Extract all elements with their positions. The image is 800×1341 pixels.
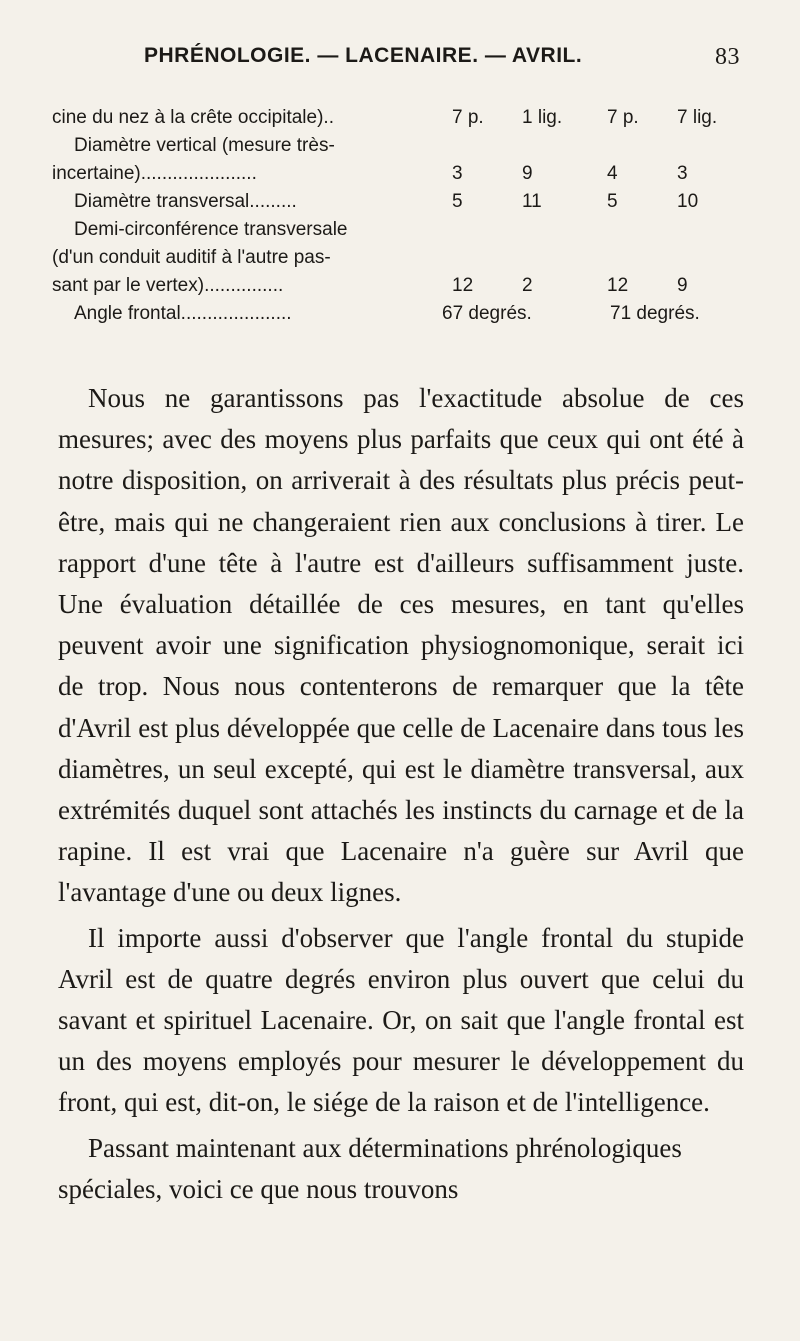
body-text [58,378,744,1210]
measure-row [52,160,742,188]
measure-label: Angle frontal..................... [74,303,292,324]
measure-label: incertaine)...................... [52,163,257,184]
measure-value: 2 [522,275,533,296]
measure-value: 11 [522,191,542,212]
page-number: 83 [715,44,740,70]
running-title: PHRÉNOLOGIE. — LACENAIRE. — AVRIL. [144,44,583,67]
measure-row [52,216,742,244]
measure-label: cine du nez à la crête occipitale).. [52,107,334,128]
measure-label: Diamètre vertical (mesure très- [74,135,335,156]
measure-value: 10 [677,191,699,212]
measure-row [52,188,742,216]
measure-value: 3 [677,163,688,184]
measure-value: 71 degrés. [610,303,700,324]
measure-value: 3 [452,163,463,184]
measure-value: 7 lig. [677,107,718,128]
measure-value: 9 [522,163,533,184]
measure-value: 4 [607,163,618,184]
measure-value: 12 [452,275,474,296]
measure-row [52,272,742,300]
measure-value: 5 [452,191,463,212]
measure-row [52,244,742,272]
measure-value: 5 [607,191,618,212]
measure-value: 12 [607,275,629,296]
measure-value: 7 p. [452,107,484,128]
paragraph-1: Nous ne garantissons pas l'exactitude absolue de ces mesures; avec des moyens plus parfaits que ceux qui ont été à notre disposition, on arriverait à des résultats plus précis peut-être, mais qui ne changeraient rien aux conclusions à tirer. Le rapport d'une tête à l'autre est d'ailleurs suffisamment juste. Une évaluation détaillée de ces mesures, en tant qu'elles peuvent avoir une signification physiognomonique, serait ici de trop. Nous nous contenterons de remarquer que la tête d'Avril est plus développée que celle de Lacenaire dans tous les diamètres, un seul excepté, qui est le diamètre transversal, aux extrémités duquel sont attachés les instincts du carnage et de la rapine. Il est vrai que Lacenaire n'a guère sur Avril que l'avantage d'une ou deux lignes. [58,383,744,908]
measure-label: sant par le vertex)............... [52,275,284,296]
measure-label: Diamètre transversal......... [74,191,297,212]
measure-row [52,104,742,132]
measure-row [52,300,742,328]
measure-label: (d'un conduit auditif à l'autre pas- [52,247,331,268]
measure-value: 1 lig. [522,107,563,128]
paragraph-3: Passant maintenant aux déterminations phrénologiques spéciales, voici ce que nous trouvons [58,1132,682,1204]
measure-label: Demi-circonférence transversale [74,219,348,240]
measure-value: 7 p. [607,107,639,128]
paragraph-2: Il importe aussi d'observer que l'angle frontal du stupide Avril est de quatre degrés environ plus ouvert que celui du savant et spirituel Lacenaire. Or, on sait que l'angle frontal est un des moyens employés pour mesurer le développement du front, qui est, dit-on, le siége de la raison et de l'intelligence. [58,922,744,1118]
measure-value: 9 [677,275,688,296]
measurement-table [52,104,742,328]
measure-value: 67 degrés. [442,303,532,324]
measure-row [52,132,742,160]
